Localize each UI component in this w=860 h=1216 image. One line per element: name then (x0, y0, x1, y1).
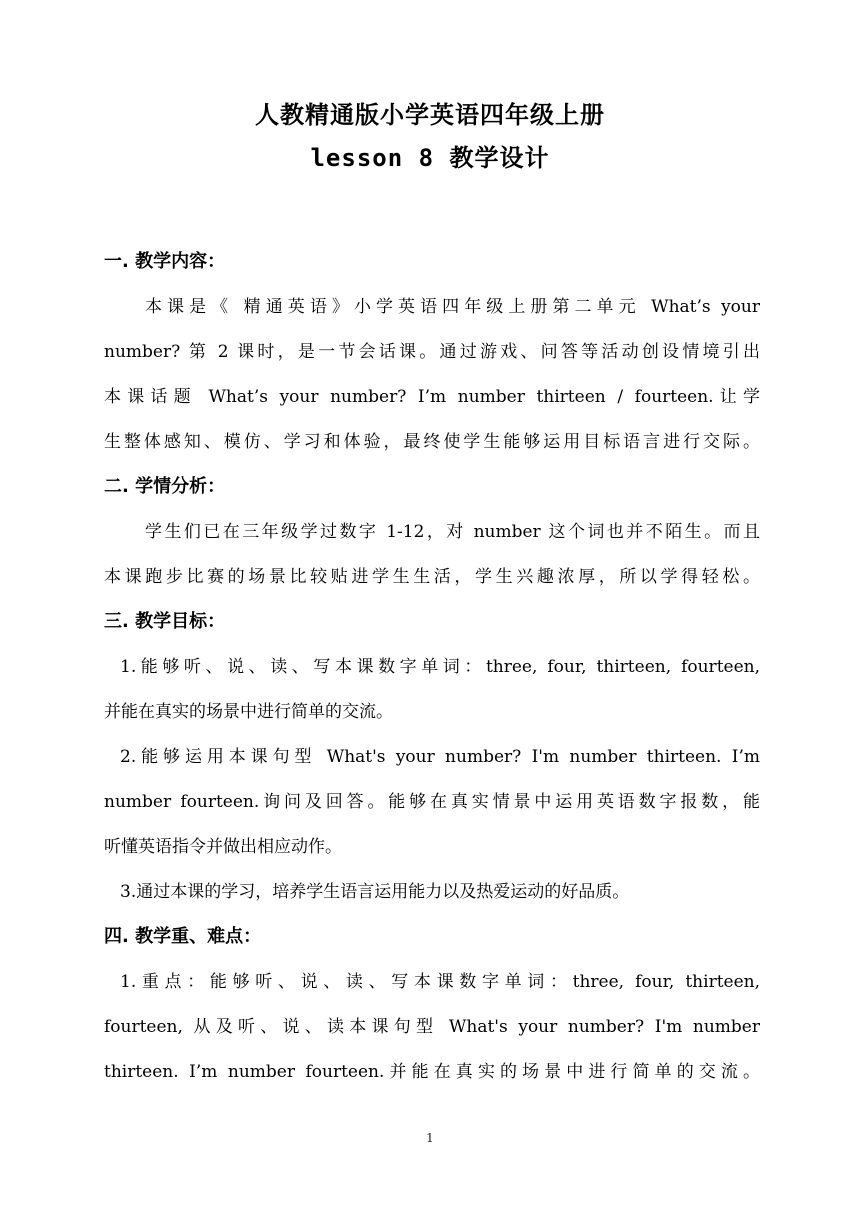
list-item-line: number fourteen.询问及回答。能够在真实情景中运用英语数字报数，能 (104, 792, 760, 812)
paragraph-line: number? 第 2 课时，是一节会话课。通过游戏、问答等活动创设情境引出 (104, 342, 760, 362)
list-item-line: 1.重点：能够听、说、读、写本课数字单词：three, four, thirteen, (120, 972, 760, 992)
list-item-line: 1.能够听、说、读、写本课数字单词：three, four, thirteen, fourteen, (120, 657, 760, 677)
section-heading-analysis: 二. 学情分析： (104, 476, 226, 497)
paragraph-line: 生整体感知、模仿、学习和体验，最终使学生能够运用目标语言进行交际。 (104, 432, 760, 452)
list-item-line: 并能在真实的场景中进行简单的交流。 (104, 702, 393, 722)
document-title: 人教精通版小学英语四年级上册 (255, 101, 605, 129)
page-number: 1 (426, 1131, 434, 1145)
list-item-line: 2.能够运用本课句型 What's your number? I'm number thirteen. I’m (120, 747, 760, 767)
list-item-line: thirteen. I’m number fourteen.并能在真实的场景中进行简单的交流。 (104, 1062, 760, 1082)
list-item-line: 3.通过本课的学习，培养学生语言运用能力以及热爱运动的好品质。 (120, 882, 630, 902)
list-item-line: fourteen, 从及听、说、读本课句型 What's your number? I'm number (104, 1017, 760, 1037)
paragraph-line: 本课跑步比赛的场景比较贴进学生生活，学生兴趣浓厚，所以学得轻松。 (104, 567, 760, 587)
section-heading-content: 一. 教学内容： (104, 251, 226, 272)
paragraph-line: 本课话题 What’s your number? I’m number thirteen / fourteen.让学 (104, 387, 760, 407)
paragraph-line: 本课是《 精通英语》小学英语四年级上册第二单元 What’s your (145, 297, 760, 317)
list-item-line: 听懂英语指令并做出相应动作。 (104, 837, 342, 857)
document-subtitle: lesson 8 教学设计 (310, 144, 550, 172)
section-heading-objectives: 三. 教学目标： (104, 611, 226, 632)
paragraph-line: 学生们已在三年级学过数字 1-12，对 number 这个词也并不陌生。而且 (145, 522, 760, 542)
section-heading-key-points: 四. 教学重、难点： (104, 926, 262, 947)
